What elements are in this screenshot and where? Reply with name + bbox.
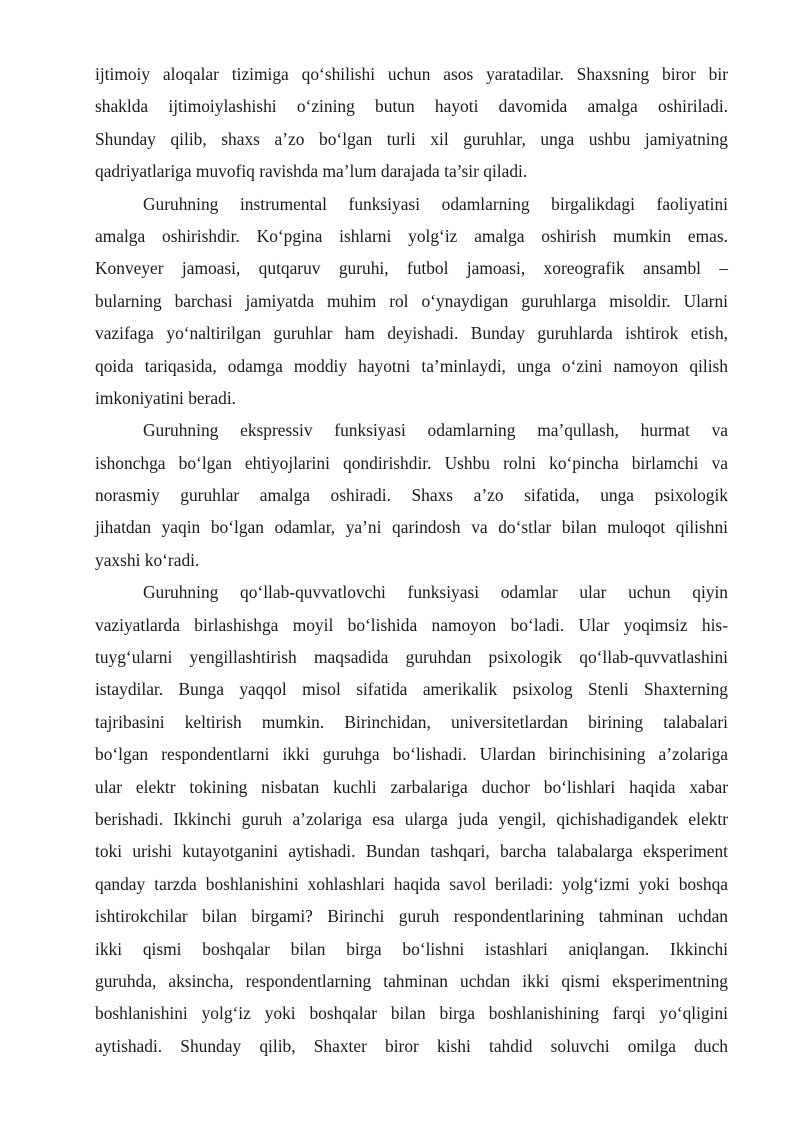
text-line: ishtirokchilar bilan birgami? Birinchi guruh respondentlarining tahminan uchdan <box>95 906 728 927</box>
text-line: Guruhning instrumental funksiyasi odamlarning birgalikdagi faoliyatini <box>143 193 728 214</box>
text-line: tuyg‘ularni yengillashtirish maqsadida guruhdan psixologik qo‘llab-quvvatlashini <box>95 647 728 668</box>
text-line: qadriyatlariga muvofiq ravishda ma’lum darajada ta’sir qiladi. <box>95 161 528 182</box>
text-line: boshlanishini yolg‘iz yoki boshqalar bilan birga boshlanishining farqi yo‘qligini <box>95 1003 728 1024</box>
text-line: qoida tariqasida, odamga moddiy hayotni ta’minlaydi, unga o‘zini namoyon qilish <box>95 355 728 376</box>
text-line: shaklda ijtimoiylashishi o‘zining butun hayoti davomida amalga oshiriladi. <box>95 96 728 117</box>
text-line: aytishadi. Shunday qilib, Shaxter biror kishi tahdid soluvchi omilga duch <box>95 1035 728 1056</box>
text-line: ishonchga bo‘lgan ehtiyojlarini qondirishdir. Ushbu rolni ko‘pincha birlamchi va <box>95 452 728 473</box>
text-line: istaydilar. Bunga yaqqol misol sifatida amerikalik psixolog Stenli Shaxterning <box>95 679 728 700</box>
text-line: toki urishi kutayotganini aytishadi. Bundan tashqari, barcha talabalarga eksperiment <box>95 841 728 862</box>
text-line: Guruhning qo‘llab-quvvatlovchi funksiyasi odamlar ular uchun qiyin <box>143 582 728 603</box>
text-line: jihatdan yaqin bo‘lgan odamlar, ya’ni qarindosh va do‘stlar bilan muloqot qilishni <box>95 517 728 538</box>
text-line: imkoniyatini beradi. <box>95 387 237 408</box>
text-line: Konveyer jamoasi, qutqaruv guruhi, futbol jamoasi, xoreografik ansambl – <box>95 258 728 279</box>
text-line: bo‘lgan respondentlarni ikki guruhga bo‘lishadi. Ulardan birinchisining a’zolariga <box>95 744 728 765</box>
paragraph-expressive-function <box>95 414 728 576</box>
text-line: Guruhning ekspressiv funksiyasi odamlarning ma’qullash, hurmat va <box>143 420 728 441</box>
text-line: vazifaga yo‘naltirilgan guruhlar ham deyishadi. Bunday guruhlarda ishtirok etish, <box>95 323 728 344</box>
text-line: yaxshi ko‘radi. <box>95 549 200 570</box>
paragraph-intro <box>95 58 728 188</box>
text-line: berishadi. Ikkinchi guruh a’zolariga esa ularga juda yengil, qichishadigandek elektr <box>95 808 728 829</box>
text-line: ikki qismi boshqalar bilan birga bo‘lishni istashlari aniqlangan. Ikkinchi <box>95 938 728 959</box>
paragraph-instrumental-function <box>95 188 728 415</box>
text-line: qanday tarzda boshlanishini xohlashlari haqida savol beriladi: yolg‘izmi yoki boshqa <box>95 873 728 894</box>
text-line: vaziyatlarda birlashishga moyil bo‘lishida namoyon bo‘ladi. Ular yoqimsiz his- <box>95 614 728 635</box>
paragraph-supportive-function <box>95 576 728 1062</box>
text-line: tajribasini keltirish mumkin. Birinchidan, universitetlardan birining talabalari <box>95 711 728 732</box>
text-line: norasmiy guruhlar amalga oshiradi. Shaxs a’zo sifatida, unga psixologik <box>95 485 728 506</box>
text-line: bularning barchasi jamiyatda muhim rol o‘ynaydigan guruhlarga misoldir. Ularni <box>95 290 728 311</box>
text-line: guruhda, aksincha, respondentlarning tahminan uchdan ikki qismi eksperimentning <box>95 970 728 991</box>
text-line: ijtimoiy aloqalar tizimiga qo‘shilishi uchun asos yaratadilar. Shaxsning biror bir <box>95 64 728 84</box>
text-line: ular elektr tokining nisbatan kuchli zarbalariga duchor bo‘lishlari haqida xabar <box>95 776 728 797</box>
text-line: Shunday qilib, shaxs a’zo bo‘lgan turli xil guruhlar, unga ushbu jamiyatning <box>95 128 728 149</box>
text-line: amalga oshirishdir. Ko‘pgina ishlarni yolg‘iz amalga oshirish mumkin emas. <box>95 225 728 246</box>
document-page <box>95 58 728 1062</box>
